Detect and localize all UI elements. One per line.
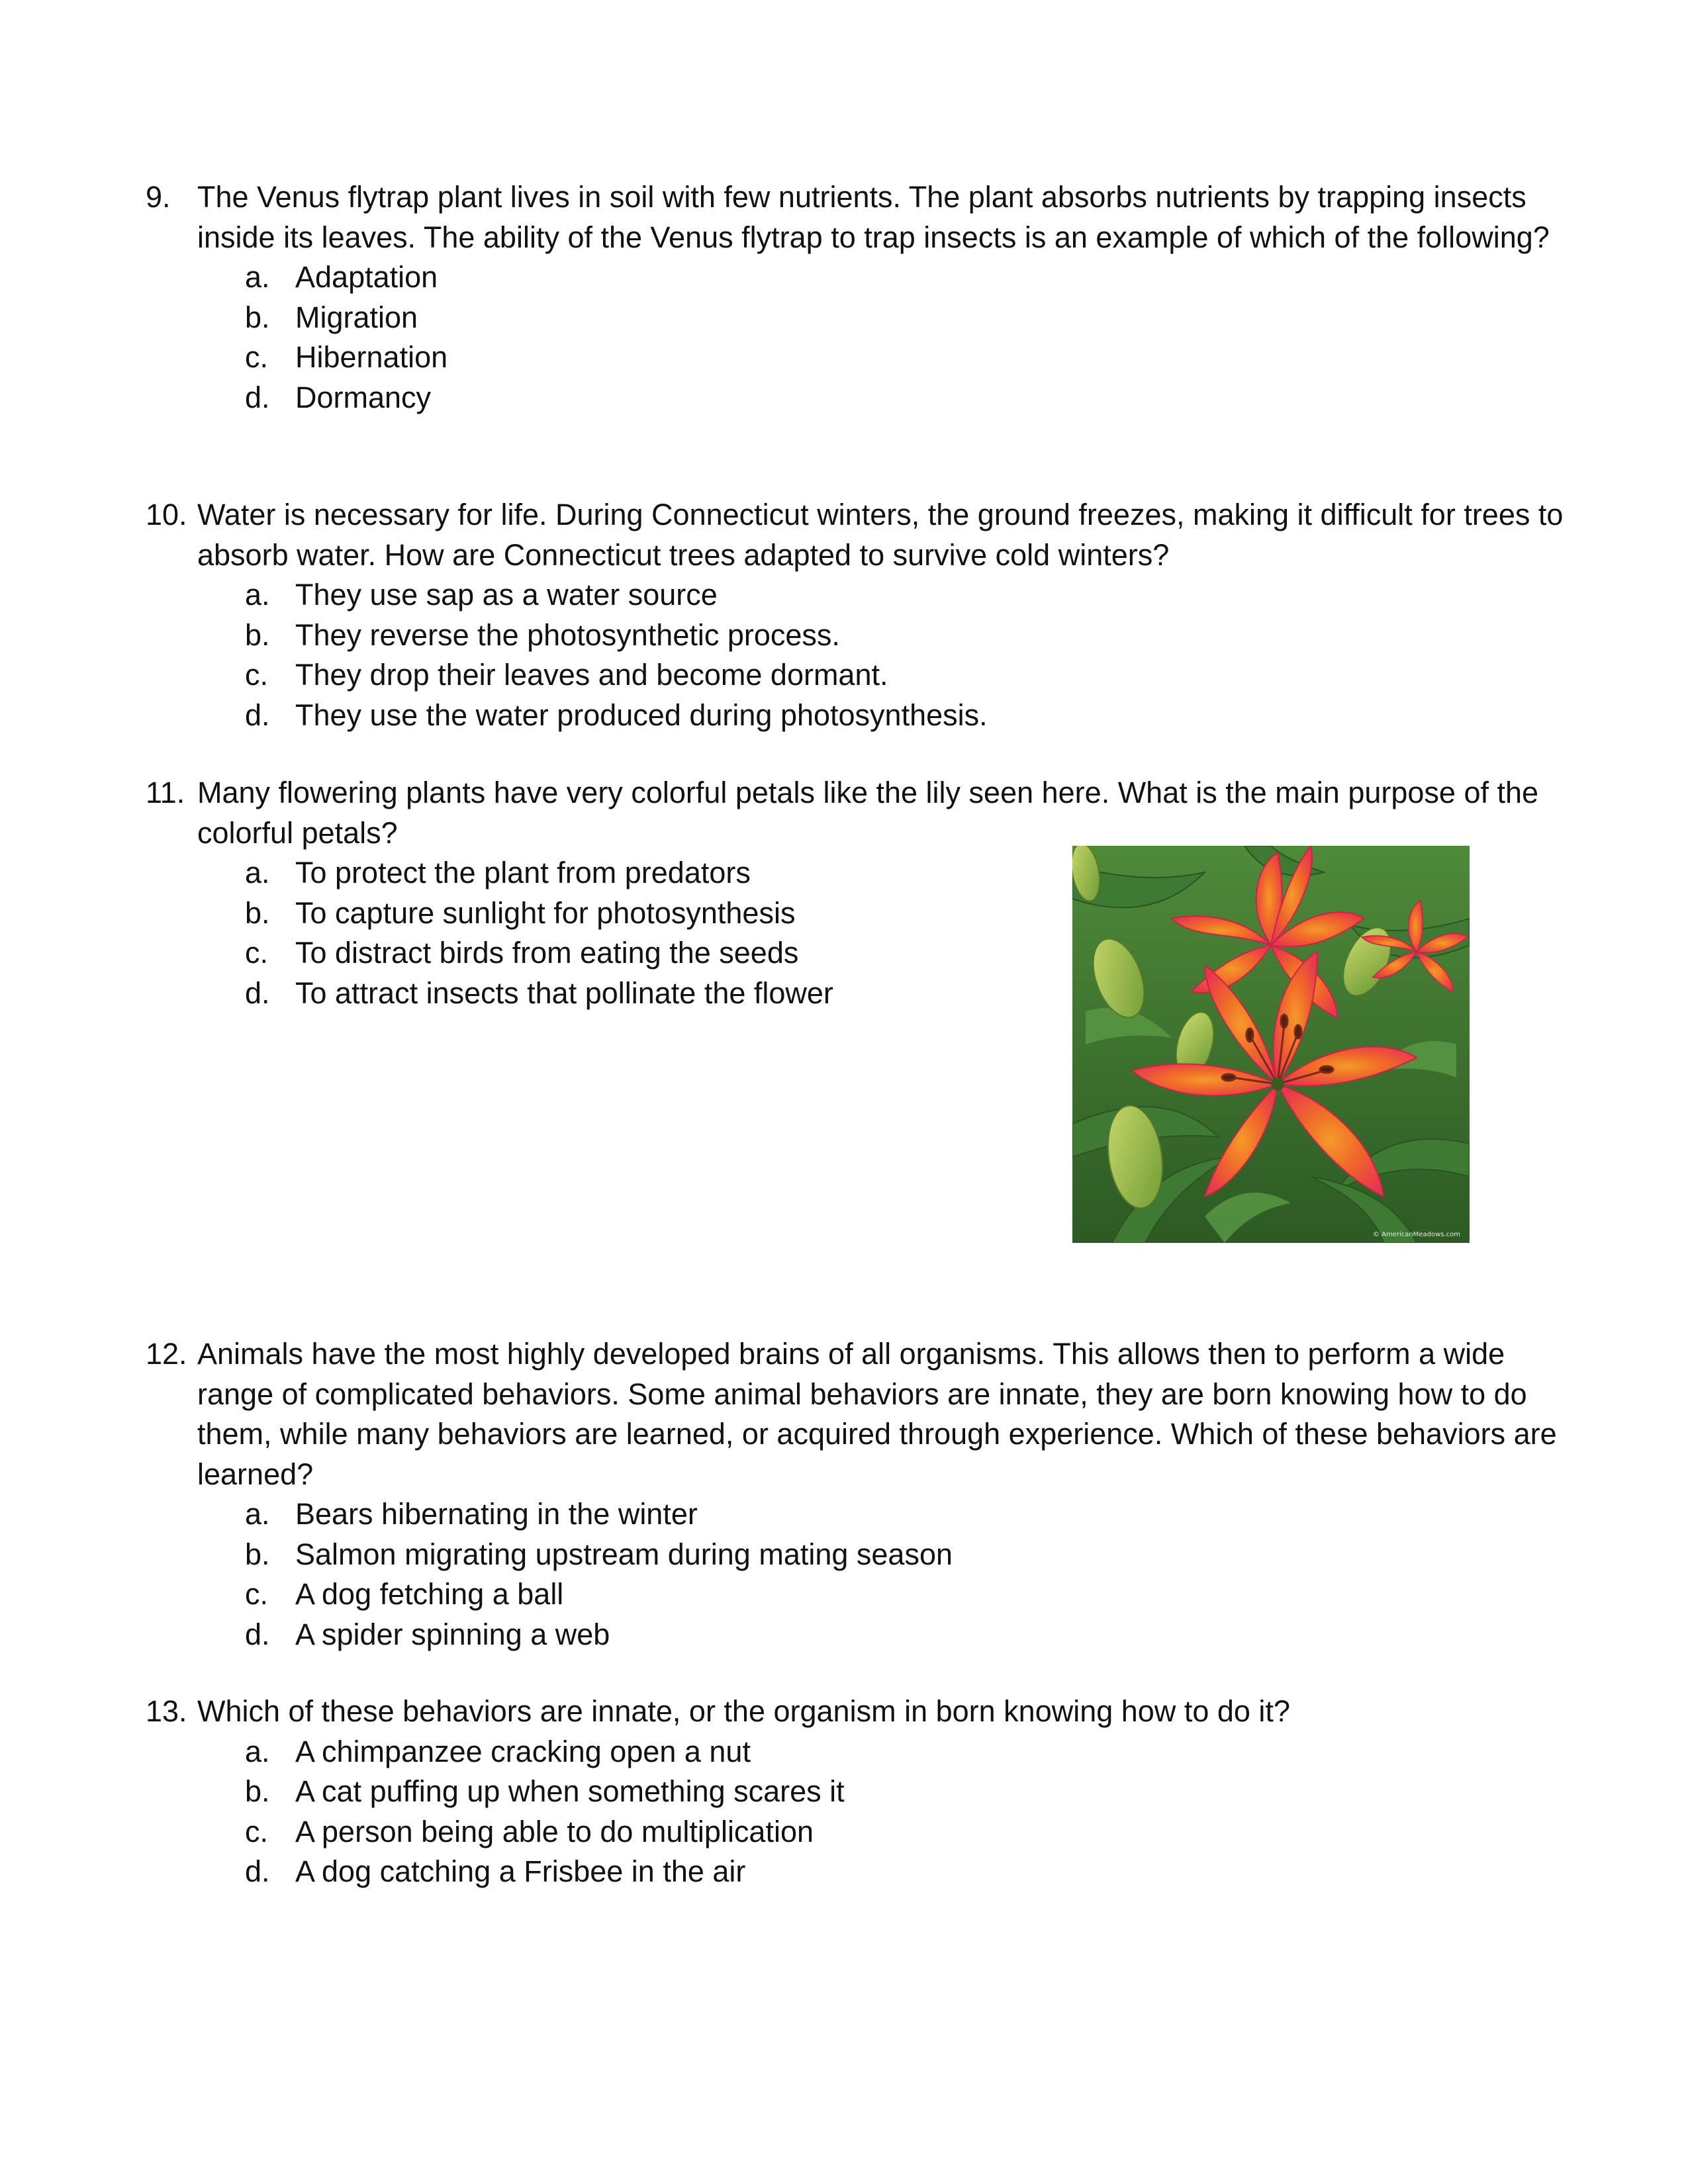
option-text: Bears hibernating in the winter	[295, 1497, 698, 1531]
answer-option[interactable]	[146, 615, 1589, 656]
option-text: To attract insects that pollinate the flower	[295, 976, 833, 1010]
answer-options	[146, 1494, 1589, 1655]
photo-watermark: © AmericanMeadows.com	[1372, 1231, 1460, 1238]
option-text: A person being able to do multiplication	[295, 1814, 814, 1848]
option-text: Dormancy	[295, 380, 432, 414]
answer-option[interactable]	[146, 1615, 1589, 1655]
option-letter: c.	[245, 340, 269, 374]
answer-option[interactable]	[146, 893, 914, 934]
answer-option[interactable]	[146, 1732, 1589, 1772]
option-text: They use the water produced during photosynthesis.	[295, 698, 988, 732]
answer-option[interactable]	[146, 338, 1589, 378]
option-text: Salmon migrating upstream during mating season	[295, 1537, 953, 1571]
option-text: A cat puffing up when something scares it	[295, 1774, 845, 1808]
option-letter: c.	[245, 1577, 269, 1611]
question-stem	[146, 773, 1589, 853]
option-text: Hibernation	[295, 340, 448, 374]
answer-options	[146, 1732, 1589, 1892]
option-letter: c.	[245, 658, 269, 692]
option-letter: d.	[245, 698, 270, 732]
question-stem	[146, 495, 1589, 575]
answer-option[interactable]	[146, 1574, 1589, 1615]
question-stem	[146, 1334, 1589, 1494]
answer-options	[146, 257, 1589, 418]
answer-options	[146, 853, 914, 1013]
answer-option[interactable]	[146, 1852, 1589, 1892]
question-number: 11.	[146, 776, 185, 809]
option-letter: b.	[245, 1537, 270, 1571]
option-text: A dog catching a Frisbee in the air	[295, 1854, 746, 1888]
answer-option[interactable]	[146, 853, 914, 893]
option-text: A chimpanzee cracking open a nut	[295, 1734, 751, 1768]
answer-option[interactable]	[146, 298, 1589, 338]
answer-option[interactable]	[146, 257, 1589, 298]
option-text: Migration	[295, 300, 418, 334]
answer-option[interactable]	[146, 1535, 1589, 1575]
question-10	[146, 495, 1589, 735]
answer-option[interactable]	[146, 378, 1589, 418]
answer-option[interactable]	[146, 933, 914, 974]
question-13	[146, 1692, 1589, 1892]
question-number: 12.	[146, 1337, 187, 1371]
option-text: A spider spinning a web	[295, 1617, 610, 1651]
answer-option[interactable]	[146, 655, 1589, 696]
option-letter: b.	[245, 895, 270, 930]
question-text: Animals have the most highly developed brains of all organisms. This allows then to perform a wide range of complicated behaviors. Some animal behaviors are innate, they are born knowing how to do them, while many behaviors are learned, or acquired through experience. Which of these behaviors are learned?	[197, 1337, 1557, 1491]
option-letter: a.	[245, 578, 270, 612]
answer-option[interactable]	[146, 1494, 1589, 1535]
option-text: To capture sunlight for photosynthesis	[295, 895, 796, 930]
answer-option[interactable]	[146, 575, 1589, 615]
option-letter: a.	[245, 1497, 270, 1531]
lily-photo	[1072, 846, 1470, 1243]
question-stem	[146, 1692, 1589, 1732]
option-letter: d.	[245, 1854, 270, 1888]
option-letter: d.	[245, 1617, 270, 1651]
question-text: Which of these behaviors are innate, or the organism in born knowing how to do it?	[197, 1694, 1290, 1728]
question-number: 10.	[146, 498, 187, 531]
option-text: They drop their leaves and become dormant.	[295, 658, 888, 692]
question-text: Many flowering plants have very colorful petals like the lily seen here. What is the main purpose of the colorful petals?	[197, 776, 1539, 850]
option-text: They reverse the photosynthetic process.	[295, 617, 840, 652]
question-text: Water is necessary for life. During Connecticut winters, the ground freezes, making it difficult for trees to absorb water. How are Connecticut trees adapted to survive cold winters?	[197, 498, 1564, 572]
option-letter: a.	[245, 260, 270, 294]
question-12	[146, 1334, 1589, 1655]
option-letter: b.	[245, 300, 270, 334]
option-letter: b.	[245, 1774, 270, 1808]
question-number: 13.	[146, 1694, 187, 1728]
question-text: The Venus flytrap plant lives in soil with few nutrients. The plant absorbs nutrients by trapping insects inside its leaves. The ability of the Venus flytrap to trap insects is an example of which of the following?	[197, 180, 1550, 254]
option-letter: a.	[245, 1734, 270, 1768]
option-text: A dog fetching a ball	[295, 1577, 564, 1611]
option-text: To distract birds from eating the seeds	[295, 936, 799, 970]
answer-option[interactable]	[146, 1772, 1589, 1812]
question-number: 9.	[146, 180, 171, 214]
option-letter: b.	[245, 617, 270, 652]
question-stem	[146, 177, 1589, 257]
option-letter: d.	[245, 380, 270, 414]
answer-options	[146, 575, 1589, 735]
option-letter: c.	[245, 1814, 269, 1848]
option-letter: c.	[245, 936, 269, 970]
answer-option[interactable]	[146, 696, 1589, 736]
option-text: To protect the plant from predators	[295, 856, 751, 889]
option-text: They use sap as a water source	[295, 578, 718, 612]
option-text: Adaptation	[295, 260, 438, 294]
option-letter: a.	[245, 856, 270, 889]
answer-option[interactable]	[146, 1812, 1589, 1852]
option-letter: d.	[245, 976, 270, 1010]
question-9	[146, 177, 1589, 418]
answer-option[interactable]	[146, 974, 914, 1014]
